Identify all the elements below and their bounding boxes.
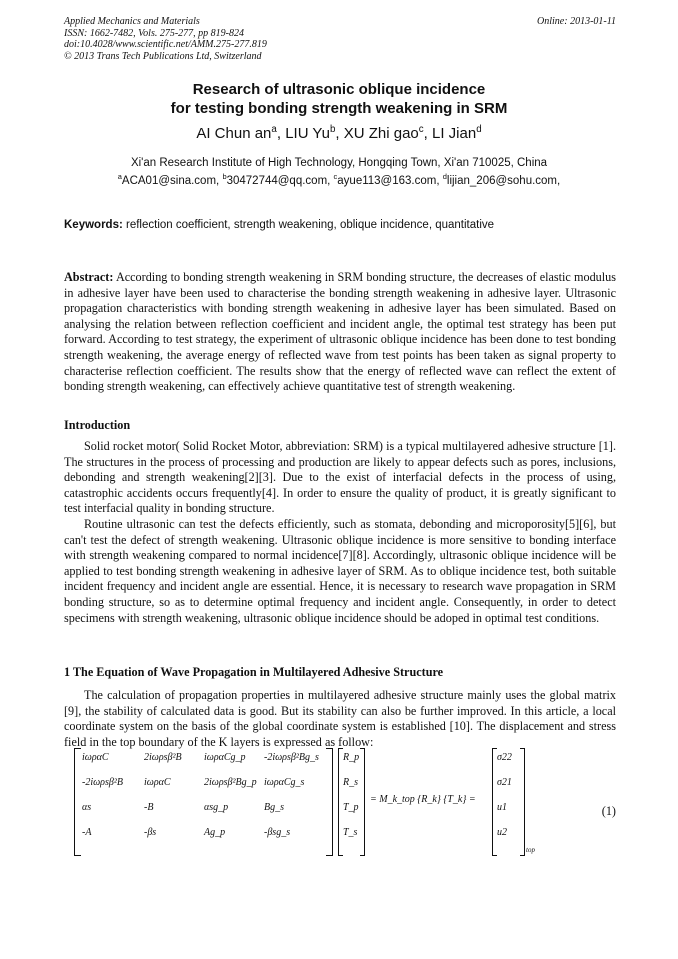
intro-paragraph-2: Routine ultrasonic can test the defects efficiently, such as stomata, debonding and microporosity[5][6], but can't test the defect of strength weakening. Ultrasonic oblique incidence is more sensitive to bonding interface with strength weakening compared to normal incidence[7][8]. Accordingly, ultrasonic oblique incidence will be applied to test bonding strength weakening in adhesive layer of SRM. As to oblique incidence test, both suitable incident frequency and incident angle are essential. Hence, it is necessary to research wave propagation in SRM bonding structure, so as to determine optimal frequency and incident angle. Consequently, in order to detect specimens with strength weakening, ultrasonic oblique incidence should be adoped in optimal test conditions. xyxy=(64,517,616,625)
journal-name: Applied Mechanics and Materials xyxy=(64,16,200,27)
email-list: $^a$ACA01@sina.com, $^b$30472744@qq.com, $^c$ayue113@163.com, $^d$lijian_206@sohu.com, xyxy=(117,172,561,187)
matrix-cell: -2iωρsβ²B xyxy=(82,777,123,788)
result-right-bracket xyxy=(520,748,525,856)
affiliation: Xi'an Research Institute of High Technology, Hongqing Town, Xi'an 710025, China xyxy=(130,157,548,169)
result-cell: σ22 xyxy=(497,752,512,763)
matrix-cell: -βsg_s xyxy=(264,827,291,838)
author-sup: b xyxy=(329,124,336,135)
keywords-label: Keywords: xyxy=(64,219,123,231)
matrix-cell: αs xyxy=(82,802,92,813)
author: LI Jian xyxy=(432,125,477,142)
matrix-right-bracket xyxy=(326,748,333,856)
author-sup: d xyxy=(476,124,482,135)
vector-right-bracket xyxy=(360,748,365,856)
keywords xyxy=(64,218,616,233)
email-sup: c xyxy=(333,172,338,182)
matrix-cell: -βs xyxy=(144,827,157,838)
equation-middle: = M_k_top {R_k} {T_k} = xyxy=(370,794,476,805)
email[interactable]: ayue113@163.com xyxy=(337,175,437,187)
matrix-cell: -A xyxy=(82,827,92,838)
abstract xyxy=(64,270,616,395)
equation-1 xyxy=(64,748,616,860)
vector-cell: R_p xyxy=(343,752,360,763)
author: XU Zhi gao xyxy=(343,125,419,142)
matrix-cell: iωραC xyxy=(144,777,171,788)
email-sup: a xyxy=(117,172,122,182)
section-heading-1: 1 The Equation of Wave Propagation in Multilayered Adhesive Structure xyxy=(64,665,444,679)
author-list: AI Chun $an^a$, LIU Yu$^b$, XU Zhi gao$^c$, LI Jian$^d$ xyxy=(196,124,482,142)
abstract-text: According to bonding strength weakening in SRM bonding structure, the decreases of elastic modulus in adhesive layer have been used to characterise the bonding strength weakening in adhesive layer. Ultrasonic propagation characteristics with bonding strength weakening in adhesive layer has been simulated. Based on analysing the relation between reflection coefficient and incident angle, the optimal test strategy has been put forward. According to test strategy, the experiment of ultrasonic oblique incidence has been done to test bonding strength weakening, the average energy of reflected wave from test points has been taken as signal property to characterise reflection coefficient. The results show that the energy of reflected wave can reflect the extent of bonding strength weakening, can effectively achieve quantitative test of strength weakening. xyxy=(64,270,616,394)
result-cell: σ21 xyxy=(497,777,512,788)
email[interactable]: 30472744@qq.com xyxy=(226,175,328,187)
result-cell: u1 xyxy=(497,802,507,813)
vector-cell: T_s xyxy=(343,827,358,838)
matrix-cell: αsg_p xyxy=(204,802,229,813)
matrix-cell: iωραCg_p xyxy=(204,752,246,763)
matrix-cell: Bg_s xyxy=(264,802,284,813)
affiliation-block xyxy=(0,154,678,190)
vector-cell: T_p xyxy=(343,802,359,813)
doi: doi:10.4028/www.scientific.net/AMM.275-277.819 xyxy=(64,39,267,50)
issn: ISSN: 1662-7482, Vols. 275-277, pp 819-824 xyxy=(64,27,244,39)
author-sup: c xyxy=(418,124,424,135)
author: AI Chun an xyxy=(196,125,272,142)
title-line-1: Research of ultrasonic oblique incidence xyxy=(192,81,486,98)
abstract-label: Abstract: xyxy=(64,270,114,284)
intro-paragraph-1: Solid rocket motor( Solid Rocket Motor, abbreviation: SRM) is a typical multilayered adhesive structure [1]. The structures in the process of processing and production are likely to appear defects such as pores, inclusions, debonding and strength weakening[2][3]. Due to the exist of interfacial defects in the process of using, catastrophic accidents occurs frequently[4]. In order to ensure the quality of product, it is greatly significant to test interfacial quality in bonding structure. xyxy=(64,439,616,516)
result-cell: u2 xyxy=(497,827,507,838)
email-sup: d xyxy=(442,172,447,182)
matrix-cell: 2iωρsβ²Bg_p xyxy=(204,777,257,788)
section-heading-introduction: Introduction xyxy=(64,418,131,432)
matrix-cell: iωραCg_s xyxy=(264,777,305,788)
equation-number: (1) xyxy=(601,804,616,818)
paper-title xyxy=(0,80,678,118)
keywords-text: reflection coefficient, strength weakening, oblique incidence, quantitative xyxy=(126,219,495,231)
journal-header xyxy=(64,16,616,62)
email-sup: b xyxy=(222,172,227,182)
matrix-left-bracket xyxy=(74,748,81,856)
matrix-cell: Ag_p xyxy=(204,827,226,838)
title-line-2: for testing bonding strength weakening in SRM xyxy=(170,100,508,117)
online-date: Online: 2013-01-11 xyxy=(537,16,616,27)
section1-paragraph-1: The calculation of propagation properties in multilayered adhesive structure mainly uses the global matrix [9], the stability of calculated data is good. But its stability can also be further improved. In this article, a local coordinate system on the basis of the global coordinate system is established [10]. The displacement and stress field in the top boundary of the K layers is expressed as follow: xyxy=(64,688,616,749)
email[interactable]: ACA01@sina.com xyxy=(121,175,217,187)
result-subscript: top xyxy=(526,846,535,854)
vector-cell: R_s xyxy=(343,777,358,788)
matrix-cell: -2iωρsβ²Bg_s xyxy=(264,752,319,763)
copyright: © 2013 Trans Tech Publications Ltd, Switzerland xyxy=(64,50,262,62)
matrix-cell: iωραC xyxy=(82,752,109,763)
author: LIU Yu xyxy=(285,125,330,142)
author-sup: a xyxy=(271,124,277,135)
email[interactable]: lijian_206@sohu.com xyxy=(446,175,558,187)
matrix-cell: -B xyxy=(144,802,154,813)
matrix-cell: 2iωρsβ²B xyxy=(144,752,182,763)
